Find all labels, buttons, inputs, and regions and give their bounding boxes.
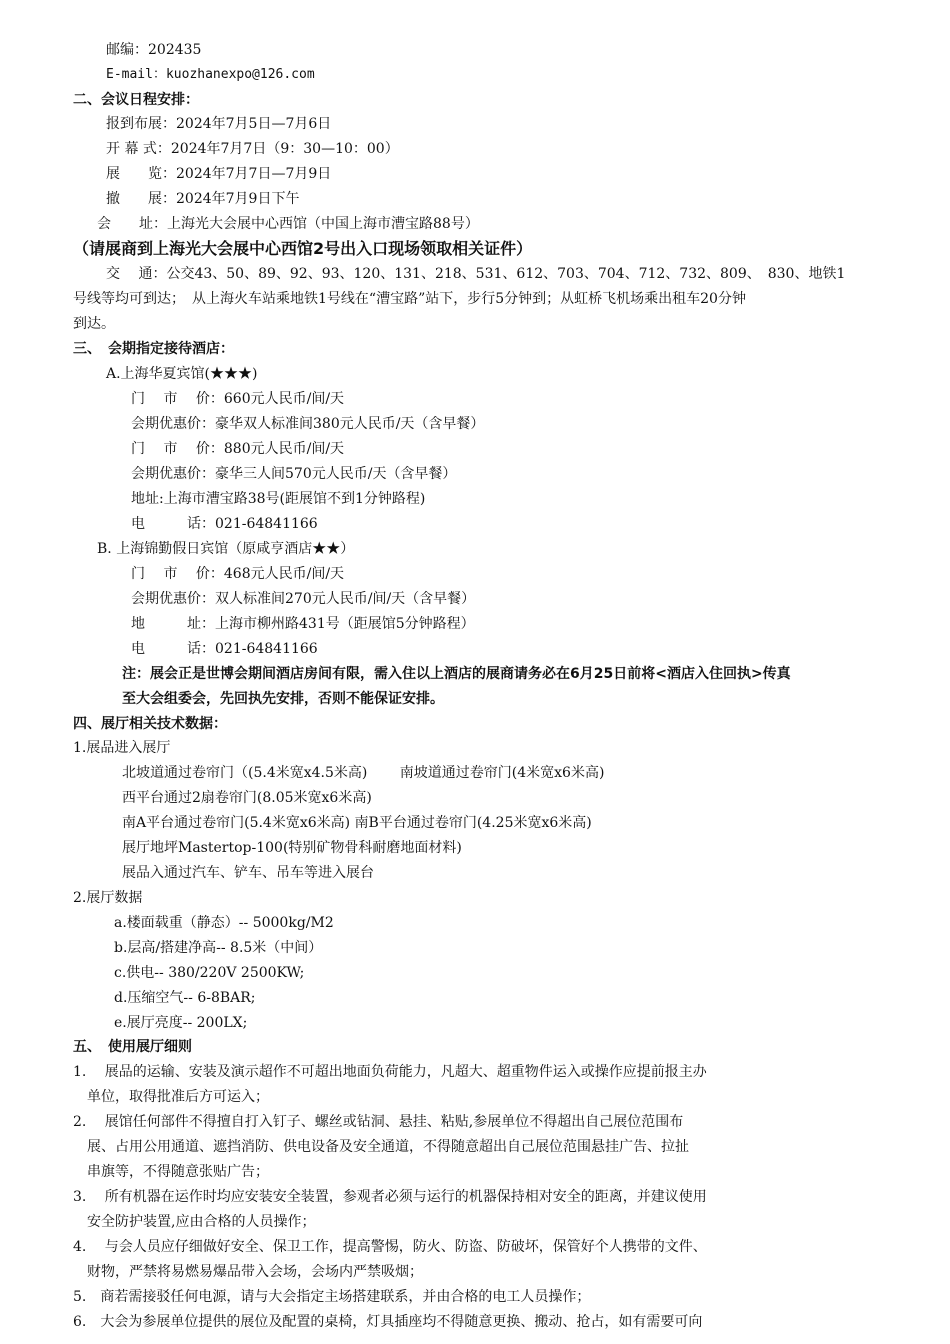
tech-entry-item: 西平台通过2扇卷帘门(8.05米宽x6米高) <box>122 790 372 806</box>
hotel-b-line: 地 址：上海市柳州路431号（距展馆5分钟路程） <box>131 616 475 632</box>
tech-entry-item: 展品入通过汽车、铲车、吊车等进入展台 <box>122 865 374 881</box>
rules-line: 单位，取得批准后方可运入； <box>73 1089 269 1105</box>
tech-entry-item: 北坡道通过卷帘门（(5.4米宽x4.5米高) 南坡道通过卷帘门(4米宽x6米高) <box>122 765 605 781</box>
hotel-a-line: 地址:上海市漕宝路38号(距展馆不到1分钟路程) <box>131 491 426 507</box>
rules-line: 6. 大会为参展单位提供的展位及配置的桌椅，灯具插座均不得随意更换、搬动、抢占，如有需要可向 <box>73 1314 703 1330</box>
hotel-a-line: 会期优惠价：豪华双人标准间380元人民币/天（含早餐） <box>131 416 485 432</box>
email-line: E-mail：kuozhanexpo@126.com <box>106 67 315 82</box>
hotel-b-line: 会期优惠价：双人标准间270元人民币/间/天（含早餐） <box>131 591 476 607</box>
rules-line: 4. 与会人员应仔细做好安全、保卫工作，提高警惕，防火、防盗、防破坏，保管好个人携带的文件、 <box>73 1239 707 1255</box>
transport-line-2: 号线等均可到达； 从上海火车站乘地铁1号线在“漕宝路”站下，步行5分钟到；从虹桥飞机场乘出租车20分钟 <box>73 291 746 307</box>
hotel-note-line-1: 注：展会正是世博会期间酒店房间有限，需入住以上酒店的展商请务必在6月25日前将<酒店入住回执>传真 <box>122 666 791 682</box>
hotel-a-line: 门 市 价：880元人民币/间/天 <box>131 441 345 457</box>
schedule-registration: 报到布展：2024年7月5日—7月6日 <box>106 116 332 132</box>
schedule-heading: 二、会议日程安排： <box>73 92 199 108</box>
rules-line: 3. 所有机器在运作时均应安装安全装置，参观者必须与运行的机器保持相对安全的距离，并建议使用 <box>73 1189 707 1205</box>
tech-hall-item: b.层高/搭建净高-- 8.5米（中间） <box>114 940 323 956</box>
hotel-a-name: A.上海华夏宾馆(★★★) <box>106 366 258 382</box>
transport-line-1: 交 通：公交43、50、89、92、93、120、131、218、531、612、703、704、712、732、809、 830、地铁1 <box>106 266 846 282</box>
tech-hall-item: d.压缩空气-- 6-8BAR; <box>114 990 256 1006</box>
schedule-exhibition: 展 览：2024年7月7日—7月9日 <box>106 166 332 182</box>
hotels-heading: 三、 会期指定接待酒店： <box>73 341 234 357</box>
rules-line: 5. 商若需接驳任何电源，请与大会指定主场搭建联系，并由合格的电工人员操作； <box>73 1289 591 1305</box>
rules-line: 展、占用公用通道、遮挡消防、供电设备及安全通道，不得随意超出自己展位范围悬挂广告、拉扯 <box>73 1139 689 1155</box>
rules-line: 2. 展馆任何部件不得擅自打入钉子、螺丝或钻洞、悬挂、粘贴,参展单位不得超出自己展位范围布 <box>73 1114 684 1130</box>
tech-hall-item: e.展厅亮度-- 200LX; <box>114 1015 248 1031</box>
tech-subheading-entry: 1.展品进入展厅 <box>73 740 171 756</box>
rules-line: 财物，严禁将易燃易爆品带入会场，会场内严禁吸烟； <box>73 1264 423 1280</box>
hotel-note-line-2: 至大会组委会，先回执先安排，否则不能保证安排。 <box>122 691 444 707</box>
transport-line-3: 到达。 <box>73 316 115 332</box>
rules-line: 1. 展品的运输、安装及演示超作不可超出地面负荷能力，凡超大、超重物件运入或操作应提前报主办 <box>73 1064 707 1080</box>
tech-heading: 四、展厅相关技术数据： <box>73 716 227 732</box>
schedule-venue: 会 址：上海光大会展中心西馆（中国上海市漕宝路88号） <box>97 216 479 232</box>
schedule-dismantle: 撤 展：2024年7月9日下午 <box>106 191 300 207</box>
hotel-a-line: 门 市 价：660元人民币/间/天 <box>131 391 345 407</box>
schedule-notice: （请展商到上海光大会展中心西馆2号出入口现场领取相关证件） <box>73 239 533 258</box>
postcode-line: 邮编：202435 <box>106 42 202 58</box>
tech-hall-item: a.楼面载重（静态）-- 5000kg/M2 <box>114 915 334 931</box>
tech-subheading-hall: 2.展厅数据 <box>73 890 143 906</box>
hotel-a-line: 电 话：021-64841166 <box>131 516 318 532</box>
hotel-b-line: 门 市 价：468元人民币/间/天 <box>131 566 345 582</box>
hotel-a-line: 会期优惠价：豪华三人间570元人民币/天（含早餐） <box>131 466 457 482</box>
hotel-b-name: B. 上海锦勤假日宾馆（原咸亨酒店★★） <box>97 541 355 557</box>
rules-line: 安全防护装置,应由合格的人员操作； <box>73 1214 316 1230</box>
tech-hall-item: c.供电-- 380/220V 2500KW; <box>114 965 305 981</box>
tech-entry-item: 展厅地坪Mastertop-100(特别矿物骨科耐磨地面材料) <box>122 840 462 856</box>
hotel-b-line: 电 话：021-64841166 <box>131 641 318 657</box>
rules-heading: 五、 使用展厅细则 <box>73 1039 192 1055</box>
rules-line: 串旗等，不得随意张贴广告； <box>73 1164 269 1180</box>
schedule-opening: 开 幕 式：2024年7月7日（9：30—10：00） <box>106 141 399 157</box>
tech-entry-item: 南A平台通过卷帘门(5.4米宽x6米高) 南B平台通过卷帘门(4.25米宽x6米高) <box>122 815 592 831</box>
